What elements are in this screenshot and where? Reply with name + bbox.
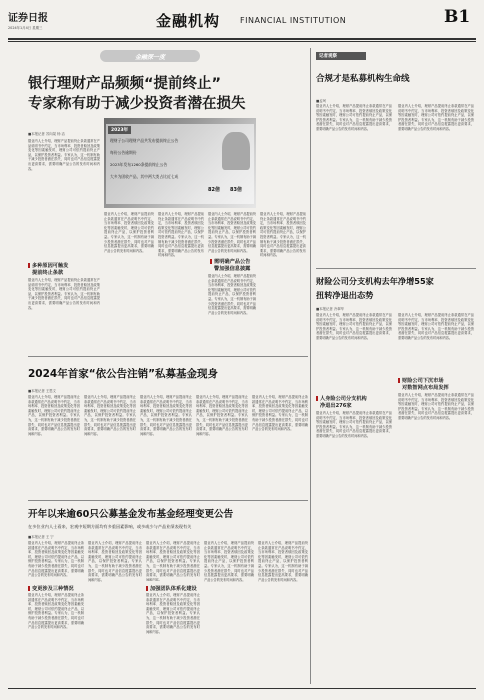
observer-bottom-rule [316, 268, 476, 269]
lead-byline: ■本报记者 苏向杲 杨 洁 [28, 132, 65, 136]
section-title: 金融机构 [156, 12, 221, 30]
inset-hand-graphic [222, 132, 250, 170]
insurance-subhead-1b-text: 净退出276家 [320, 403, 352, 409]
bottom-headline: 开年以来逾60只公募基金发布基金经理变更公告 [28, 509, 234, 520]
middle-col-4: 据业内人士介绍，理财产品提前终止条款通常在产品说明书中约定，当市场利率、投资者赎回及政策变化等因素触发时，理财公司可依约提前终止产品，以保护投资者利益。专家认为，这一机制有助于减少投资者潜在损失，同时也对产品信息披露提出更高要求，需要明确产品公告的发布时间和内容。 [196, 395, 248, 436]
lead-headline-2: 专家称有助于减少投资者潜在损失 [28, 96, 246, 112]
bottom-subhead-2 [146, 585, 197, 592]
lead-banner-label: 金融深一度 [134, 53, 165, 61]
observer-col-1: 据业内人士介绍，理财产品提前终止条款通常在产品说明书中约定，当市场利率、投资者赎回及政策变化等因素触发时，理财公司可依约提前终止产品，以保护投资者利益。专家认为，这一机制有助于减少投资者潜在损失，同时也对产品信息披露提出更高要求，需要明确产品公告的发布时间和内容。 [316, 104, 392, 131]
lead-banner [100, 50, 200, 62]
lead-subhead-1b-text: 提前终止条款 [32, 270, 64, 276]
lower-column-divider [310, 272, 311, 684]
masthead-rule-thin [8, 41, 476, 42]
lead-subhead-1 [28, 262, 68, 269]
inset-line-2: 每份公告逾期份 [110, 150, 137, 155]
insurance-col-1-top: 据业内人士介绍，理财产品提前终止条款通常在产品说明书中约定，当市场利率、投资者赎回及政策变化等因素触发时，理财公司可依约提前终止产品，以保护投资者利益。专家认为，这一机制有助于减少投资者潜在损失，同时也对产品信息披露提出更高要求，需要明确产品公告的发布时间和内容。 [316, 313, 392, 340]
middle-col-3: 据业内人士介绍，理财产品提前终止条款通常在产品说明书中约定，当市场利率、投资者赎回及政策变化等因素触发时，理财公司可依约提前终止产品，以保护投资者利益。专家认为，这一机制有助于减少投资者潜在损失，同时也对产品信息披露提出更高要求，需要明确产品公告的发布时间和内容。 [140, 395, 192, 436]
bottom-byline: ■本报记者 王 宁 [28, 535, 54, 539]
bottom-deck: 在多位业内人士看来，宏观中短期方面均有多重因素影响，或多或少与产品业绩表现有关 [28, 524, 192, 529]
bottom-col-3-top: 据业内人士介绍，理财产品提前终止条款通常在产品说明书中约定，当市场利率、投资者赎回及政策变化等因素触发时，理财公司可依约提前终止产品，以保护投资者利益。专家认为，这一机制有助于减少投资者潜在损失，同时也对产品信息披露提出更高要求，需要明确产品公告的发布时间和内容。 [146, 541, 200, 581]
lead-col-1-top: 据业内人士介绍，理财产品提前终止条款通常在产品说明书中约定，当市场利率、投资者赎回及政策变化等因素触发时，理财公司可依约提前终止产品，以保护投资者利益。专家认为，这一机制有助于减少投资者潜在损失，同时也对产品信息披露提出更高要求，需要明确产品公告的发布时间和内容。 [28, 139, 100, 171]
subhead-marker [210, 259, 212, 264]
insurance-subhead-1-text: 人身险公司分支机构 [320, 396, 367, 402]
page-number: B1 [444, 7, 471, 27]
masthead [8, 6, 476, 38]
bottom-col-5: 据业内人士介绍，理财产品提前终止条款通常在产品说明书中约定，当市场利率、投资者赎回及政策变化等因素触发时，理财公司可依约提前终止产品，以保护投资者利益。专家认为，这一机制有助于减少投资者潜在损失，同时也对产品信息披露提出更高要求，需要明确产品公告的发布时间和内容。 [258, 541, 308, 582]
lead-subhead-1-text: 多种原因可触发 [32, 263, 69, 269]
insurance-col-2-bottom: 据业内人士介绍，理财产品提前终止条款通常在产品说明书中约定，当市场利率、投资者赎回及政策变化等因素触发时，理财公司可依约提前终止产品，以保护投资者利益。专家认为，这一机制有助于减少投资者潜在损失，同时也对产品信息披露提出更高要求，需要明确产品公告的发布时间和内容。 [398, 393, 474, 420]
lead-col-5: 据业内人士介绍，理财产品提前终止条款通常在产品说明书中约定，当市场利率、投资者赎回及政策变化等因素触发时，理财公司可依约提前终止产品，以保护投资者利益。专家认为，这一机制有助于减少投资者潜在损失，同时也对产品信息披露提出更高要求，需要明确产品公告的发布时间和内容。 [260, 212, 306, 258]
bottom-subhead-1-text: 变更涉及三种情况 [32, 586, 74, 592]
bottom-top-rule [28, 500, 308, 501]
middle-byline: ■本报记者 王思文 [28, 389, 57, 393]
section-title-en: FINANCIAL INSTITUTION [240, 16, 347, 25]
lead-headline-1: 银行理财产品频频“提前终止” [28, 76, 222, 92]
insurance-col-1-bottom: 据业内人士介绍，理财产品提前终止条款通常在产品说明书中约定，当市场利率、投资者赎回及政策变化等因素触发时，理财公司可依约提前终止产品，以保护投资者利益。专家认为，这一机制有助于减少投资者潜在损失，同时也对产品信息披露提出更高要求，需要明确产品公告的发布时间和内容。 [316, 411, 392, 438]
insurance-headline-1: 财险公司分支机构去年净增55家 [316, 276, 434, 286]
lead-subhead-2 [210, 258, 250, 265]
insurance-byline: ■本报记者 冷翠华 [316, 307, 345, 311]
date-line: 2024年1月4日 星期三 [8, 26, 43, 30]
subhead-marker [316, 396, 318, 401]
observer-tag-label: 记者观察 [319, 54, 337, 59]
inset-line-4: 大多为固收产品，其中两大类占比近七成 [110, 174, 179, 179]
paper-logo: 证券日报 [8, 13, 48, 24]
bottom-col-1-top: 据业内人士介绍，理财产品提前终止条款通常在产品说明书中约定，当市场利率、投资者赎回及政策变化等因素触发时，理财公司可依约提前终止产品，以保护投资者利益。专家认为，这一机制有助于减少投资者潜在损失，同时也对产品信息披露提出更高要求，需要明确产品公告的发布时间和内容。 [28, 541, 84, 578]
subhead-marker [28, 263, 30, 268]
middle-col-2: 据业内人士介绍，理财产品提前终止条款通常在产品说明书中约定，当市场利率、投资者赎回及政策变化等因素触发时，理财公司可依约提前终止产品，以保护投资者利益。专家认为，这一机制有助于减少投资者潜在损失，同时也对产品信息披露提出更高要求，需要明确产品公告的发布时间和内容。 [84, 395, 136, 436]
subhead-marker [28, 586, 30, 591]
bottom-subhead-1 [28, 585, 74, 592]
lead-col-1-bottom: 据业内人士介绍，理财产品提前终止条款通常在产品说明书中约定，当市场利率、投资者赎回及政策变化等因素触发时，理财公司可依约提前终止产品，以保护投资者利益。专家认为，这一机制有助于减少投资者潜在损失，同时也对产品信息披露提出更高要求，需要明确产品公告的发布时间和内容。 [28, 278, 100, 310]
observer-col-2: 据业内人士介绍，理财产品提前终止条款通常在产品说明书中约定，当市场利率、投资者赎回及政策变化等因素触发时，理财公司可依约提前终止产品，以保护投资者利益。专家认为，这一机制有助于减少投资者潜在损失，同时也对产品信息披露提出更高要求，需要明确产品公告的发布时间和内容。 [398, 104, 474, 131]
bottom-col-3-bottom: 据业内人士介绍，理财产品提前终止条款通常在产品说明书中约定，当市场利率、投资者赎回及政策变化等因素触发时，理财公司可依约提前终止产品，以保护投资者利益。专家认为，这一机制有助于减少投资者潜在损失，同时也对产品信息披露提出更高要求，需要明确产品公告的发布时间和内容。 [146, 593, 200, 634]
middle-top-rule [28, 356, 308, 357]
inset-year-tag: 2023年 [108, 126, 131, 134]
lead-subhead-2b [214, 265, 250, 272]
bottom-subhead-2-text: 加强团队体系化建设 [150, 586, 197, 592]
inset-figure-2: 83倍 [230, 187, 242, 193]
insurance-subhead-2-text: 财险公司下沉市场 [402, 378, 444, 384]
observer-byline: ■孟珂 [316, 99, 326, 103]
inset-line-3: 2023年发布1260条提前终止公告 [110, 162, 168, 167]
subhead-marker [398, 378, 400, 383]
inset-figure-1: 82倍 [208, 187, 220, 193]
bottom-col-4: 据业内人士介绍，理财产品提前终止条款通常在产品说明书中约定，当市场利率、投资者赎回及政策变化等因素触发时，理财公司可依约提前终止产品，以保护投资者利益。专家认为，这一机制有助于减少投资者潜在损失，同时也对产品信息披露提出更高要求，需要明确产品公告的发布时间和内容。 [204, 541, 254, 582]
insurance-subhead-1b [320, 402, 352, 409]
middle-col-1: 据业内人士介绍，理财产品提前终止条款通常在产品说明书中约定，当市场利率、投资者赎回及政策变化等因素触发时，理财公司可依约提前终止产品，以保护投资者利益。专家认为，这一机制有助于减少投资者潜在损失，同时也对产品信息披露提出更高要求，需要明确产品公告的发布时间和内容。 [28, 395, 80, 436]
lead-inset-image [104, 118, 256, 208]
insurance-subhead-2 [398, 377, 444, 384]
lead-subhead-2-text: 需明确产品公告 [214, 259, 251, 265]
insurance-headline-2: 扭转净退出态势 [316, 290, 374, 300]
lead-subhead-1b [32, 269, 63, 276]
lead-col-3: 据业内人士介绍，理财产品提前终止条款通常在产品说明书中约定，当市场利率、投资者赎回及政策变化等因素触发时，理财公司可依约提前终止产品，以保护投资者利益。专家认为，这一机制有助于减少投资者潜在损失，同时也对产品信息披露提出更高要求，需要明确产品公告的发布时间和内容。 [158, 212, 204, 258]
observer-headline: 合规才是私募机构生命线 [316, 74, 410, 84]
middle-headline: 2024年首家“依公告注销”私募基金现身 [28, 368, 219, 380]
masthead-rule-thick [8, 38, 476, 40]
lead-col-4-top: 据业内人士介绍，理财产品提前终止条款通常在产品说明书中约定，当市场利率、投资者赎回及政策变化等因素触发时，理财公司可依约提前终止产品，以保护投资者利益。专家认为，这一机制有助于减少投资者潜在损失，同时也对产品信息披露提出更高要求，需要明确产品公告的发布时间和内容。 [208, 212, 256, 253]
bottom-col-1-bottom: 据业内人士介绍，理财产品提前终止条款通常在产品说明书中约定，当市场利率、投资者赎回及政策变化等因素触发时，理财公司可依约提前终止产品，以保护投资者利益。专家认为，这一机制有助于减少投资者潜在损失，同时也对产品信息披露提出更高要求，需要明确产品公告的发布时间和内容。 [28, 593, 84, 630]
lead-subhead-2b-text: 警加强信息披露 [214, 266, 251, 272]
footer-rule [8, 688, 476, 689]
inset-line-1: 理财子公司理财产品共发布提前终止公告 [110, 138, 179, 143]
insurance-subhead-2b [402, 384, 449, 391]
middle-col-5: 据业内人士介绍，理财产品提前终止条款通常在产品说明书中约定，当市场利率、投资者赎回及政策变化等因素触发时，理财公司可依约提前终止产品，以保护投资者利益。专家认为，这一机制有助于减少投资者潜在损失，同时也对产品信息披露提出更高要求，需要明确产品公告的发布时间和内容。 [252, 395, 308, 432]
insurance-col-2-top: 据业内人士介绍，理财产品提前终止条款通常在产品说明书中约定，当市场利率、投资者赎回及政策变化等因素触发时，理财公司可依约提前终止产品，以保护投资者利益。专家认为，这一机制有助于减少投资者潜在损失，同时也对产品信息披露提出更高要求，需要明确产品公告的发布时间和内容。 [398, 313, 474, 340]
subhead-marker [146, 586, 148, 591]
bottom-col-2: 据业内人士介绍，理财产品提前终止条款通常在产品说明书中约定，当市场利率、投资者赎回及政策变化等因素触发时，理财公司可依约提前终止产品，以保护投资者利益。专家认为，这一机制有助于减少投资者潜在损失，同时也对产品信息披露提出更高要求，需要明确产品公告的发布时间和内容。 [88, 541, 142, 582]
lead-col-4-bottom: 据业内人士介绍，理财产品提前终止条款通常在产品说明书中约定，当市场利率、投资者赎回及政策变化等因素触发时，理财公司可依约提前终止产品，以保护投资者利益。专家认为，这一机制有助于减少投资者潜在损失，同时也对产品信息披露提出更高要求，需要明确产品公告的发布时间和内容。 [208, 274, 256, 315]
insurance-subhead-1 [316, 395, 367, 402]
observer-tag [316, 52, 366, 60]
insurance-subhead-2b-text: 对数智网点布局发挥 [402, 385, 449, 391]
lead-col-2: 据业内人士介绍，理财产品提前终止条款通常在产品说明书中约定，当市场利率、投资者赎回及政策变化等因素触发时，理财公司可依约提前终止产品，以保护投资者利益。专家认为，这一机制有助于减少投资者潜在损失，同时也对产品信息披露提出更高要求，需要明确产品公告的发布时间和内容。 [104, 212, 154, 253]
